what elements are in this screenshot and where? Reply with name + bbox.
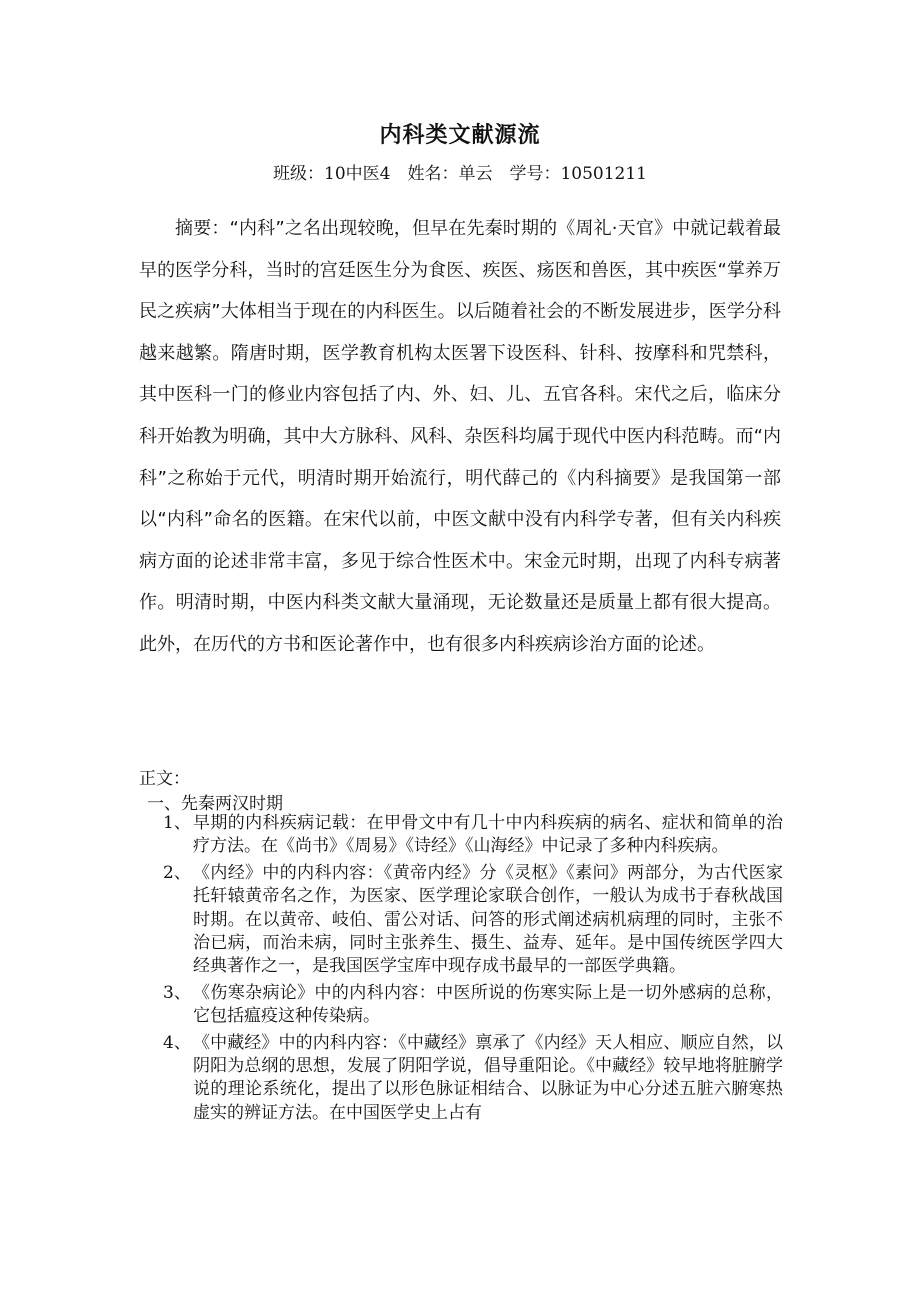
author-info: 班级：10中医4 姓名：单云 学号：10501211 [273,164,647,184]
list-item-text: 早期的内科疾病记载：在甲骨文中有几十中内科疾病的病名、症状和简单的治疗方法。在《尚书》《周易》《诗经》《山海经》中记录了多种内科疾病。 [193,813,783,857]
list-item-text: 《内经》中的内科内容：《黄帝内经》分《灵枢》《素问》两部分，为古代医家托轩辕黄帝名之作，为医家、医学理论家联合创作，一般认为成书于春秋战国时期。在以黄帝、岐伯、雷公对话、问答的形式阐述病机病理的同时，主张不治已病，而治未病，同时主张养生、摄生、益寿、延年。是中国传统医学四大经典著作之一，是我国医学宝库中现存成书最早的一部医学典籍。 [193,862,783,977]
list-item-text: 《伤寒杂病论》中的内科内容：中医所说的伤寒实际上是一切外感病的总称，它包括瘟疫这种传染病。 [193,982,783,1027]
list-item-text: 《中藏经》中的内科内容：《中藏经》禀承了《内经》天人相应、顺应自然，以阴阳为总纲的思想，发展了阴阳学说，倡导重阳论。《中藏经》较早地将脏腑学说的理论系统化，提出了以形色脉证相结合、以脉证为中心分述五脏六腑寒热虚实的辨证方法。在中国医学史上占有 [193,1032,783,1123]
body-label: 正文： [139,769,190,789]
list-item-number: 3、 [163,982,191,1003]
list-item [163,982,783,1029]
list-item-number: 1、 [163,813,191,833]
list-item [163,812,783,859]
document-title: 内科类文献源流 [379,123,541,148]
list-item [163,862,783,979]
list-item [163,1032,783,1126]
numbered-list [163,812,783,1128]
list-item-number: 2、 [163,862,191,883]
abstract-paragraph: 摘要：“内科”之名出现较晚，但早在先秦时期的《周礼·天官》中就记载着最早的医学分科，当时的宫廷医生分为食医、疾医、疡医和兽医，其中疾医“掌养万民之疾病”大体相当于现在的内科医生。以后随着社会的不断发展进步，医学分科越来越繁。隋唐时期，医学教育机构太医署下设医科、针科、按摩科和咒禁科，其中医科一门的修业内容包括了内、外、妇、儿、五官各科。宋代之后，临床分科开始教为明确，其中大方脉科、风科、杂医科均属于现代中医内科范畴。而“内科”之称始于元代，明清时期开始流行，明代薛己的《内科摘要》是我国第一部以“内科”命名的医籍。在宋代以前，中医文献中没有内科学专著，但有关内科疾病方面的论述非常丰富，多见于综合性医术中。宋金元时期，出现了内科专病著作。明清时期，中医内科类文献大量涌现，无论数量还是质量上都有很大提高。此外，在历代的方书和医论著作中，也有很多内科疾病诊治方面的论述。 [139,218,781,655]
section-heading: 一、先秦两汉时期 [147,794,283,814]
list-item-number: 4、 [163,1032,191,1053]
